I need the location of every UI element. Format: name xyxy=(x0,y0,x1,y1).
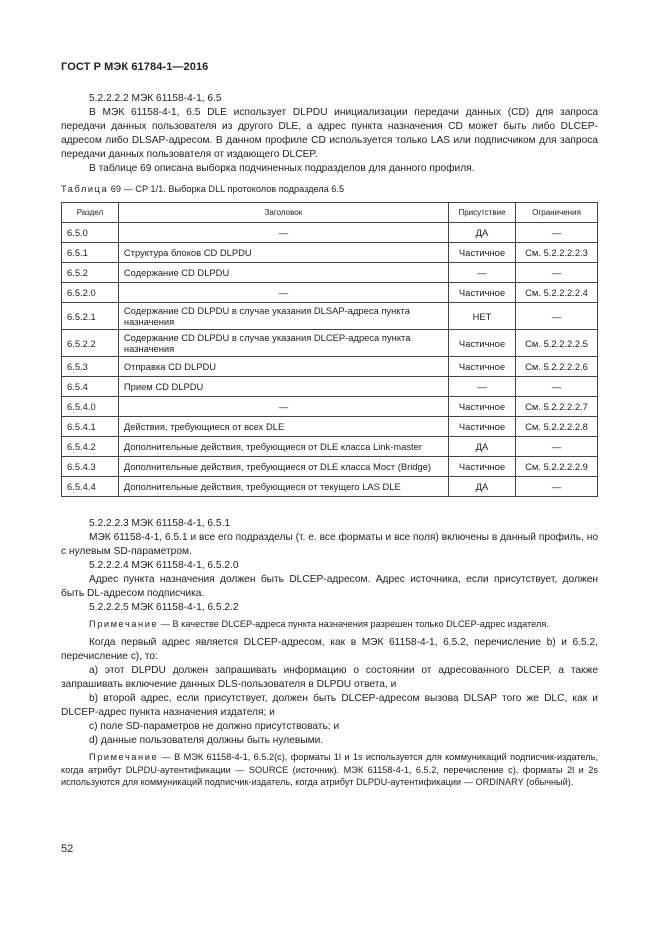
cell-section: 6.5.4.0 xyxy=(62,397,119,417)
cell-title: Прием CD DLPDU xyxy=(118,377,448,397)
note xyxy=(61,751,598,788)
cell-constraints: См. 5.2.2.2.2.9 xyxy=(516,457,598,477)
section-heading: 5.2.2.2.4 МЭК 61158-4-1, 6.5.2.0 xyxy=(89,560,239,571)
cell-constraints: — xyxy=(516,477,598,497)
table-header-row xyxy=(62,203,598,223)
profile-table xyxy=(61,202,598,497)
note-text: — В качестве DLCEP-адреса пункта назначения разрешен только DLCEP-адрес издателя. xyxy=(160,619,549,629)
paragraph: Адрес пункта назначения должен быть DLCEP-адресом. Адрес источника, если присутствует, должен быть DL-адресом подписчика. xyxy=(61,574,598,599)
table-caption xyxy=(61,184,344,194)
cell-constraints: См. 5.2.2.2.2.4 xyxy=(516,283,598,303)
cell-title: Дополнительные действия, требующиеся от DLE класса Мост (Bridge) xyxy=(118,457,448,477)
cell-presence: Частичное xyxy=(448,243,515,263)
note-label: Примечание xyxy=(89,752,159,763)
caption-prefix: Таблица xyxy=(61,184,109,194)
note-text: — В МЭК 61158-4-1, 6.5.2(с), форматы 1l и 1s используется для коммуникаций подписчик-издатель, когда атрибут DLPDU-аутентификации — SOURCE (источник). МЭК 61158-4-1, 6.5.2, перечисление с), форматы 2l и 2s используются для коммуникаций подписчик-издатель, когда атрибут DLPDU-аутентификации — ORDINARY (обычный). xyxy=(61,752,598,788)
paragraph: В МЭК 61158-4-1, 6.5 DLE использует DLPDU инициализации передачи данных (CD) для запроса передачи данных пользователя из другого DLE, а адрес пункта назначения CD может быть либо DLCEP-адресом либо DLSAP-адресом. В данном профиле CD используется только LAS или подписчиком для запроса передачи данных пользователя от издающего DLCEP. xyxy=(61,107,598,160)
page-number: 52 xyxy=(61,843,74,855)
cell-title: Дополнительные действия, требующиеся от DLE класса Link-master xyxy=(118,437,448,457)
table-row xyxy=(62,457,598,477)
cell-presence: Частичное xyxy=(448,397,515,417)
list-item: а) этот DLPDU должен запрашивать информацию о состоянии от адресованного DLCEP, а также запрашивать включение данных DLS-пользователя в DLPDU ответа, и xyxy=(61,665,598,691)
cell-title: — xyxy=(118,223,448,243)
list-item: d) данные пользователя должны быть нулевыми. xyxy=(89,735,324,747)
cell-section: 6.5.2.1 xyxy=(62,303,119,330)
cell-presence: ДА xyxy=(448,437,515,457)
cell-presence: — xyxy=(448,263,515,283)
cell-constraints: См. 5.2.2.2.2.5 xyxy=(516,330,598,357)
table-row xyxy=(62,397,598,417)
cell-section: 6.5.4.3 xyxy=(62,457,119,477)
cell-title: Содержание CD DLPDU xyxy=(118,263,448,283)
intro-section xyxy=(61,92,598,176)
cell-presence: Частичное xyxy=(448,457,515,477)
table-row xyxy=(62,477,598,497)
cell-section: 6.5.0 xyxy=(62,223,119,243)
section-heading: 5.2.2.2.5 МЭК 61158-4-1, 6.5.2.2 xyxy=(89,602,239,613)
cell-presence: Частичное xyxy=(448,417,515,437)
cell-presence: ДА xyxy=(448,477,515,497)
cell-constraints: — xyxy=(516,223,598,243)
table-row xyxy=(62,303,598,330)
cell-title: Содержание CD DLPDU в случае указания DLSAP-адреса пункта назначения xyxy=(118,303,448,330)
note-label: Примечание xyxy=(89,619,159,629)
cell-presence: Частичное xyxy=(448,357,515,377)
cell-constraints: См. 5.2.2.2.2.3 xyxy=(516,243,598,263)
table-row xyxy=(62,377,598,397)
table-row xyxy=(62,357,598,377)
cell-section: 6.5.4.1 xyxy=(62,417,119,437)
table-row xyxy=(62,223,598,243)
section-heading: 5.2.2.2.3 МЭК 61158-4-1, 6.5.1 xyxy=(89,518,231,529)
cell-presence: Частичное xyxy=(448,283,515,303)
cell-title: — xyxy=(118,397,448,417)
header-constraints: Ограничения xyxy=(516,203,598,223)
cell-title: Содержание CD DLPDU в случае указания DLCEP-адреса пункта назначения xyxy=(118,330,448,357)
paragraph: В таблице 69 описана выборка подчиненных подразделов для данного профиля. xyxy=(89,163,475,174)
cell-section: 6.5.2.0 xyxy=(62,283,119,303)
table-row xyxy=(62,263,598,283)
cell-presence: НЕТ xyxy=(448,303,515,330)
cell-constraints: — xyxy=(516,437,598,457)
document-header: ГОСТ Р МЭК 61784-1—2016 xyxy=(61,61,209,73)
cell-section: 6.5.3 xyxy=(62,357,119,377)
table-row xyxy=(62,437,598,457)
table-row xyxy=(62,283,598,303)
table-row xyxy=(62,243,598,263)
section-heading: 5.2.2.2.2 МЭК 61158-4-1, 6.5 xyxy=(89,93,222,104)
cell-title: Действия, требующиеся от всех DLE xyxy=(118,417,448,437)
cell-title: Структура блоков CD DLPDU xyxy=(118,243,448,263)
cell-section: 6.5.2.2 xyxy=(62,330,119,357)
header-title: Заголовок xyxy=(118,203,448,223)
cell-constraints: — xyxy=(516,263,598,283)
cell-title: Дополнительные действия, требующиеся от текущего LAS DLE xyxy=(118,477,448,497)
cell-constraints: — xyxy=(516,377,598,397)
cell-presence: Частичное xyxy=(448,330,515,357)
cell-constraints: См. 5.2.2.2.2.6 xyxy=(516,357,598,377)
list-item: с) поле SD-параметров не должно присутствовать; и xyxy=(89,721,340,733)
cell-section: 6.5.1 xyxy=(62,243,119,263)
cell-presence: ДА xyxy=(448,223,515,243)
after-section xyxy=(61,517,598,789)
cell-constraints: См. 5.2.2.2.2.8 xyxy=(516,417,598,437)
list-item: b) второй адрес, если присутствует, должен быть DLCEP-адресом вызова DLSAP того же DLC, как и DLCEP-адрес пункта назначения издателя; и xyxy=(61,693,598,719)
cell-section: 6.5.2 xyxy=(62,263,119,283)
cell-constraints: — xyxy=(516,303,598,330)
cell-section: 6.5.4.4 xyxy=(62,477,119,497)
cell-presence: — xyxy=(448,377,515,397)
cell-section: 6.5.4 xyxy=(62,377,119,397)
note xyxy=(61,618,598,630)
paragraph: Когда первый адрес является DLCEP-адресом, как в МЭК 61158-4-1, 6.5.2, перечисление b) и 6.5.2, перечисление с), то: xyxy=(61,637,598,663)
cell-title: Отправка CD DLPDU xyxy=(118,357,448,377)
caption-text: 69 — CP 1/1. Выборка DLL протоколов подраздела 6.5 xyxy=(110,184,345,194)
cell-section: 6.5.4.2 xyxy=(62,437,119,457)
header-section: Раздел xyxy=(62,203,119,223)
cell-title: — xyxy=(118,283,448,303)
cell-constraints: См. 5.2.2.2.2.7 xyxy=(516,397,598,417)
paragraph: МЭК 61158-4-1, 6.5.1 и все его подразделы (т. е. все форматы и все поля) включены в данный профиль, но с нулевым SD-параметром. xyxy=(61,532,598,557)
header-presence: Присутствие xyxy=(448,203,515,223)
table-row xyxy=(62,330,598,357)
table-row xyxy=(62,417,598,437)
